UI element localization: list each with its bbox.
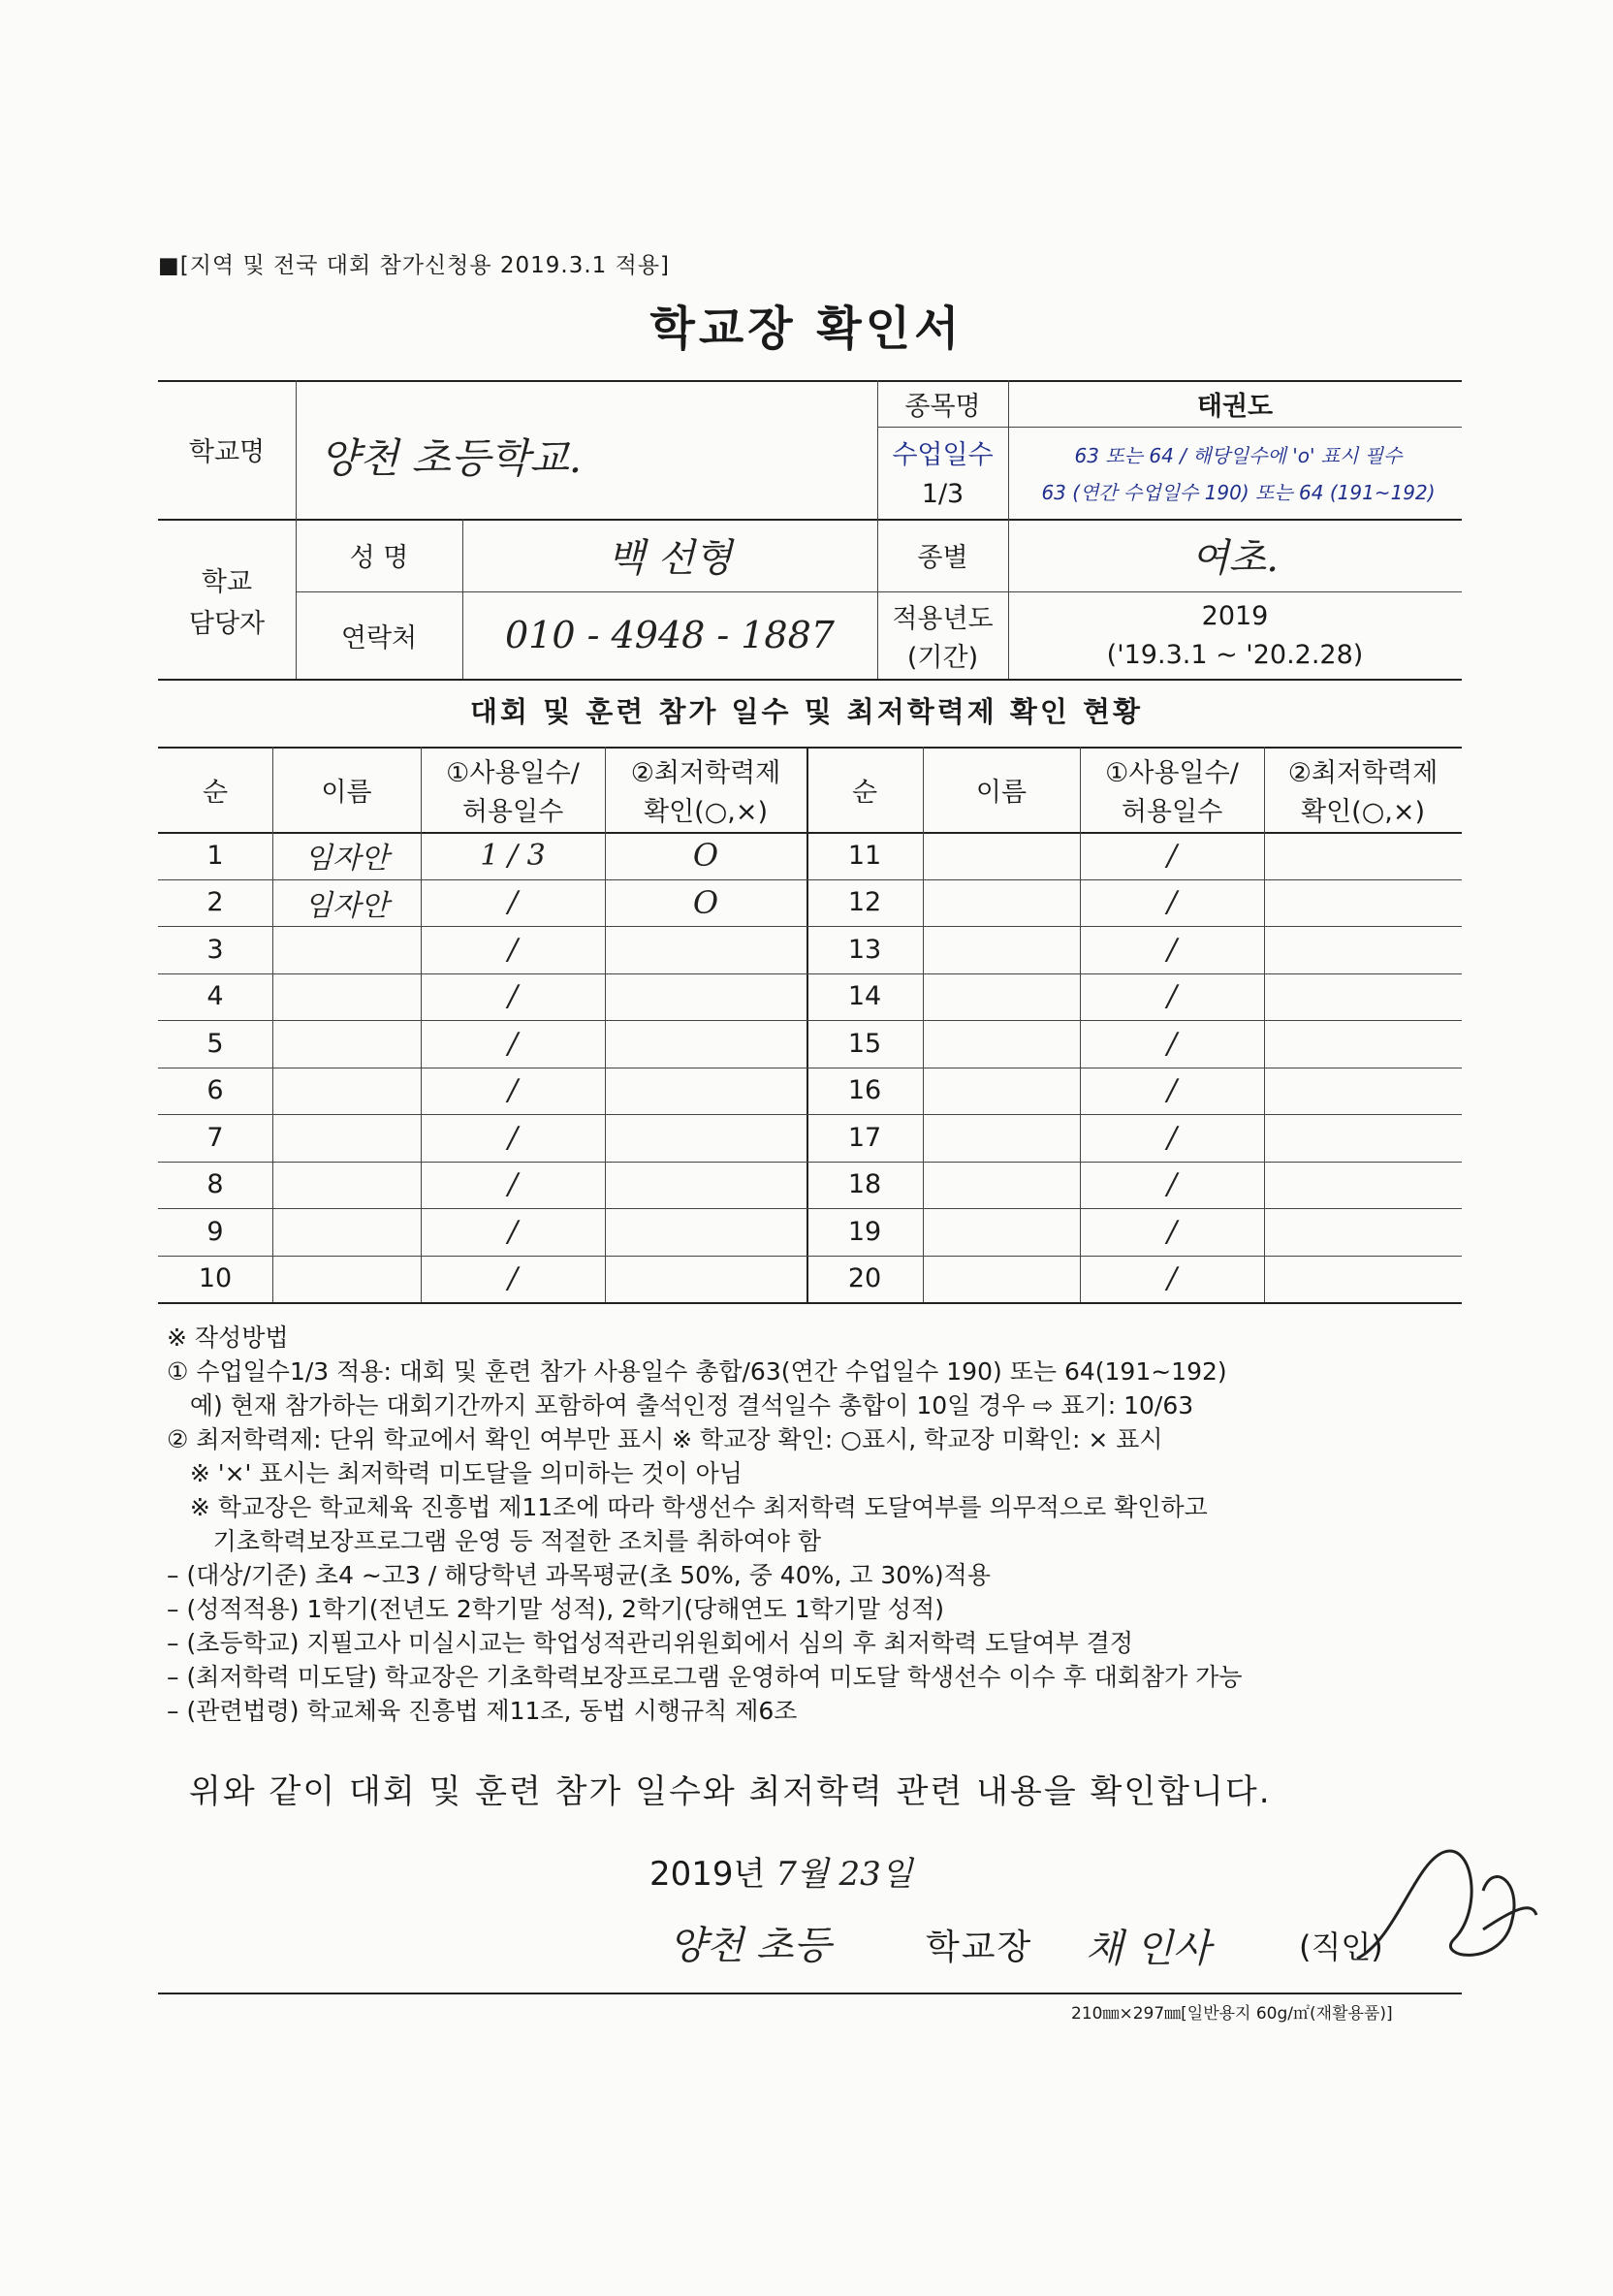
row-number: 10 <box>198 1263 233 1294</box>
signature-role: 학교장 <box>926 1928 1033 1967</box>
row-number: 1 <box>206 840 224 871</box>
instruction-line: ② 최저학력제: 단위 학교에서 확인 여부만 표시 ※ 학교장 확인: ○표시, 학교장 미확인: × 표시 <box>167 1425 1163 1453</box>
row-name <box>923 1162 1080 1209</box>
date-line <box>649 1847 913 1895</box>
instruction-line: – (성적적용) 1학기(전년도 2학기말 성적), 2학기(당해연도 1학기말 성적) <box>167 1595 944 1623</box>
row-days: / <box>507 1026 519 1061</box>
row-check <box>1264 1162 1462 1209</box>
row-name <box>923 1208 1080 1256</box>
row-check <box>605 973 806 1021</box>
header-days: ①사용일수/ <box>446 757 580 788</box>
year-value: 2019 <box>1201 600 1269 631</box>
header-order-right: 순 <box>851 777 878 808</box>
row-number: 13 <box>847 934 882 965</box>
row-days: / <box>1166 885 1178 920</box>
row-days: / <box>507 979 519 1014</box>
instruction-line: – (관련법령) 학교체육 진흥법 제11조, 동법 시행규칙 제6조 <box>167 1697 798 1725</box>
row-check <box>1264 1068 1462 1115</box>
row-number: 6 <box>206 1075 224 1106</box>
instruction-line: 기초학력보장프로그램 운영 등 적절한 조치를 취하여야 함 <box>167 1527 821 1555</box>
row-name <box>923 1068 1080 1115</box>
row-number: 2 <box>206 887 224 918</box>
row-name <box>272 1114 421 1162</box>
row-days: / <box>507 1167 519 1202</box>
row-check: O <box>692 883 719 921</box>
instruction-line: 예) 현재 참가하는 대회기간까지 포함하여 출석인정 결석일수 총합이 10일 경우 ⇨ 표기: 10/63 <box>167 1391 1194 1419</box>
row-check <box>605 1020 806 1068</box>
header-check-sub-right: 확인(○,×) <box>1301 796 1425 827</box>
header-days-sub: 허용일수 <box>461 796 564 827</box>
row-name: 임자안 <box>304 842 389 877</box>
header-check: ②최저학력제 <box>630 757 781 788</box>
row-name <box>272 1256 421 1303</box>
header-order: 순 <box>202 777 229 808</box>
row-days: / <box>1166 838 1178 873</box>
instruction-line: ※ 학교장은 학교체육 진흥법 제11조에 따라 학생선수 최저학력 도달여부를 의무적으로 확인하고 <box>167 1493 1208 1521</box>
instruction-line: – (최저학력 미도달) 학교장은 기초학력보장프로그램 운영하여 미도달 학생선수 이수 후 대회참가 가능 <box>167 1663 1243 1691</box>
header-name-right: 이름 <box>975 777 1028 808</box>
category-label: 종별 <box>917 543 968 573</box>
signature-school: 양천 초등 <box>669 1924 832 1968</box>
row-days: / <box>1166 1026 1178 1061</box>
instruction-line: ① 수업일수1/3 적용: 대회 및 훈련 참가 사용일수 총합/63(연간 수업일수 190) 또는 64(191~192) <box>167 1357 1227 1386</box>
days-note-2: 63 (연간 수업일수 190) 또는 64 (191~192) <box>1041 480 1436 504</box>
row-days: / <box>507 885 519 920</box>
instruction-line: ※ 작성방법 <box>167 1323 289 1352</box>
row-number: 7 <box>206 1122 224 1153</box>
contact-value: 010 - 4948 - 1887 <box>505 614 835 656</box>
category-value: 여초. <box>1191 536 1279 581</box>
date-month: 7월 <box>775 1855 829 1894</box>
row-name <box>272 1068 421 1115</box>
header-days-right: ①사용일수/ <box>1105 757 1239 788</box>
page-title: 학교장 확인서 <box>649 302 964 356</box>
school-value: 양천 초등학교. <box>320 434 583 482</box>
row-days: / <box>1166 1120 1178 1155</box>
row-check <box>1264 973 1462 1021</box>
date-day: 23일 <box>838 1855 913 1894</box>
row-check <box>605 1068 806 1115</box>
row-days: / <box>1166 1261 1178 1296</box>
row-check <box>605 1114 806 1162</box>
header-name: 이름 <box>321 777 372 808</box>
row-number: 15 <box>847 1028 882 1059</box>
row-number: 14 <box>847 981 882 1012</box>
row-check <box>605 926 806 973</box>
row-number: 9 <box>206 1216 224 1247</box>
days-note-1: 63 또는 64 / 해당일수에 'o' 표시 필수 <box>1074 443 1403 467</box>
handwritten-signature <box>1338 1823 1551 1988</box>
row-days: / <box>507 1073 519 1108</box>
contact-label: 연락처 <box>340 622 418 654</box>
row-number: 5 <box>206 1028 224 1059</box>
row-check <box>605 1208 806 1256</box>
row-number: 17 <box>847 1122 882 1153</box>
row-days: / <box>1166 979 1178 1014</box>
row-check <box>1264 1208 1462 1256</box>
year-label-1: 적용년도 <box>892 603 994 634</box>
row-days: 1 / 3 <box>480 838 546 873</box>
header-check-right: ②최저학력제 <box>1287 757 1439 788</box>
row-name <box>923 973 1080 1021</box>
row-name <box>923 879 1080 927</box>
sport-label: 종목명 <box>904 391 981 422</box>
header-check-sub: 확인(○,×) <box>644 796 768 827</box>
row-name <box>923 926 1080 973</box>
school-label: 학교명 <box>188 437 266 467</box>
row-days: / <box>1166 932 1178 967</box>
days-label-ratio: 1/3 <box>921 478 965 509</box>
row-days: / <box>507 1120 519 1155</box>
instruction-line: – (초등학교) 지필고사 미실시교는 학업성적관리위원회에서 심의 후 최저학력 도달여부 결정 <box>167 1629 1134 1657</box>
row-check <box>1264 926 1462 973</box>
row-days: / <box>507 1261 519 1296</box>
row-check: O <box>692 837 719 875</box>
row-check <box>605 1256 806 1303</box>
row-days: / <box>1166 1167 1178 1202</box>
row-name <box>272 1020 421 1068</box>
row-number: 4 <box>206 981 224 1012</box>
sport-value: 태권도 <box>1196 391 1274 422</box>
instruction-line: – (대상/기준) 초4 ~고3 / 해당학년 과목평균(초 50%, 중 40%, 고 30%)적용 <box>167 1561 991 1589</box>
row-number: 20 <box>847 1263 882 1294</box>
row-name: 임자안 <box>304 888 389 923</box>
row-number: 19 <box>847 1216 882 1247</box>
section-title: 대회 및 훈련 참가 일수 및 최저학력제 확인 현황 <box>469 695 1144 728</box>
row-days: / <box>507 932 519 967</box>
header-days-sub-right: 허용일수 <box>1121 796 1223 827</box>
row-number: 8 <box>206 1169 224 1200</box>
year-label-2: (기간) <box>906 642 979 673</box>
row-check <box>1264 1114 1462 1162</box>
row-check <box>1264 832 1462 879</box>
row-days: / <box>507 1214 519 1249</box>
name-value: 백 선형 <box>607 536 733 581</box>
paper-spec: 210㎜×297㎜[일반용지 60g/㎡(재활용품)] <box>1071 2004 1393 2024</box>
row-number: 18 <box>847 1169 882 1200</box>
row-name <box>923 1256 1080 1303</box>
signature-seal-label: (직인) <box>1299 1929 1383 1965</box>
row-name <box>923 1020 1080 1068</box>
row-number: 11 <box>847 840 882 871</box>
instruction-line: ※ '×' 표시는 최저학력 미도달을 의미하는 것이 아님 <box>167 1459 743 1487</box>
writing-instructions <box>167 1321 1243 1728</box>
row-name <box>272 973 421 1021</box>
period-value: ('19.3.1 ~ '20.2.28) <box>1106 639 1364 670</box>
row-days: / <box>1166 1073 1178 1108</box>
row-number: 3 <box>206 934 224 965</box>
row-check <box>605 1162 806 1209</box>
row-number: 16 <box>847 1075 882 1106</box>
row-check <box>1264 1256 1462 1303</box>
name-label: 성 명 <box>349 543 409 573</box>
date-year: 2019년 <box>649 1855 766 1894</box>
row-days: / <box>1166 1214 1178 1249</box>
days-label: 수업일수 <box>892 439 994 470</box>
row-name <box>923 832 1080 879</box>
row-check <box>1264 879 1462 927</box>
manager-label-1: 학교 <box>201 567 253 597</box>
row-name <box>923 1114 1080 1162</box>
manager-label-2: 담당자 <box>188 609 266 639</box>
signature-name: 채 인사 <box>1086 1927 1211 1971</box>
row-number: 12 <box>847 887 882 918</box>
row-name <box>272 1208 421 1256</box>
row-check <box>1264 1020 1462 1068</box>
row-name <box>272 1162 421 1209</box>
row-name <box>272 926 421 973</box>
form-header: ■[지역 및 전국 대회 참가신청용 2019.3.1 적용] <box>158 253 671 278</box>
confirm-statement: 위와 같이 대회 및 훈련 참가 일수와 최저학력 관련 내용을 확인합니다. <box>189 1772 1272 1811</box>
